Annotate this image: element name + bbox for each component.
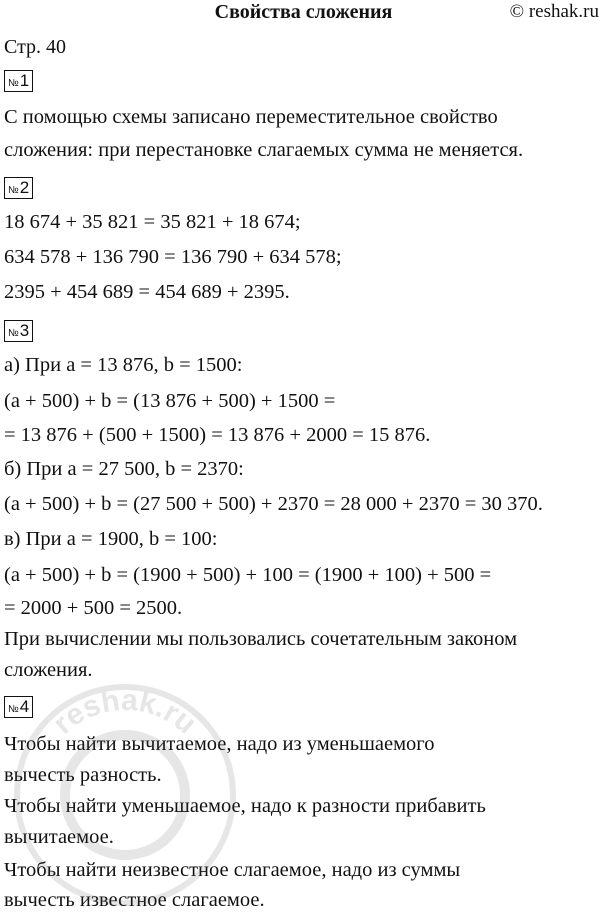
number-sign: № (8, 704, 19, 715)
rule-line: вычесть известное слагаемое. (4, 889, 265, 911)
equation-line: = 2000 + 500 = 2500. (4, 597, 183, 619)
equation-line: = 13 876 + (500 + 1500) = 13 876 + 2000 = 15 876. (4, 424, 431, 446)
number-sign: № (8, 78, 19, 89)
task-number-badge (4, 320, 33, 342)
equation-line: (a + 500) + b = (1900 + 500) + 100 = (1900 + 100) + 500 = (4, 564, 492, 586)
task-number: 3 (19, 321, 30, 340)
rule-line: Чтобы найти уменьшаемое, надо к разности прибавить (4, 795, 486, 817)
answer-line: сложения. (4, 659, 93, 681)
answer-line: сложения: при перестановке слагаемых сумма не меняется. (4, 139, 524, 161)
rule-line: Чтобы найти вычитаемое, надо из уменьшаемого (4, 733, 435, 755)
task-number: 1 (19, 71, 30, 90)
number-sign: № (8, 328, 19, 339)
subtask-line: а) При a = 13 876, b = 1500: (4, 354, 243, 376)
task-number-badge (4, 696, 33, 718)
task-number: 2 (19, 178, 30, 197)
rule-line: вычесть разность. (4, 764, 162, 786)
rule-line: вычитаемое. (4, 826, 114, 848)
page-reference: Стр. 40 (4, 36, 67, 58)
answer-line: При вычислении мы пользовались сочетательным законом (4, 628, 518, 650)
copyright-text: © reshak.ru (509, 1, 599, 22)
page-header (0, 0, 607, 24)
equation-line: 2395 + 454 689 = 454 689 + 2395. (4, 281, 290, 303)
task-number-badge (4, 177, 33, 199)
rule-line: Чтобы найти неизвестное слагаемое, надо из суммы (4, 859, 461, 881)
answer-line: С помощью схемы записано переместительное свойство (4, 106, 498, 128)
subtask-line: в) При a = 1900, b = 100: (4, 528, 218, 550)
equation-line: (a + 500) + b = (27 500 + 500) + 2370 = 28 000 + 2370 = 30 370. (4, 493, 543, 515)
task-number: 4 (19, 697, 30, 716)
task-number-badge (4, 70, 33, 92)
equation-line: 18 674 + 35 821 = 35 821 + 18 674; (4, 211, 301, 233)
svg-text:reshak.ru: reshak.ru (46, 683, 203, 741)
equation-line: 634 578 + 136 790 = 136 790 + 634 578; (4, 246, 342, 268)
page-title: Свойства сложения (214, 1, 393, 23)
number-sign: № (8, 185, 19, 196)
subtask-line: б) При a = 27 500, b = 2370: (4, 458, 244, 480)
equation-line: (a + 500) + b = (13 876 + 500) + 1500 = (4, 390, 336, 412)
